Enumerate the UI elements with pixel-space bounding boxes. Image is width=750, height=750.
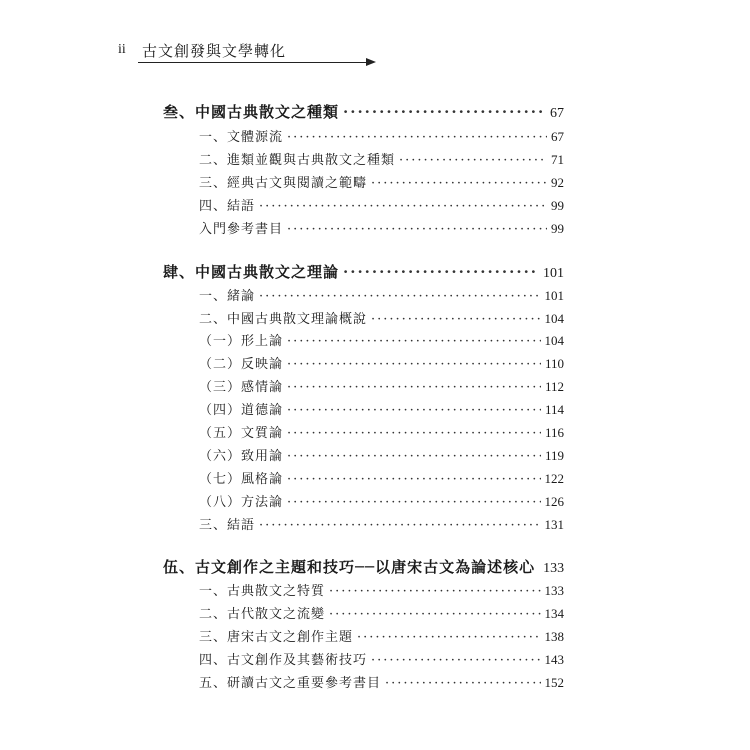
- leader-dots: [287, 472, 540, 487]
- toc-entry-title: 一、古典散文之特質: [199, 584, 326, 599]
- toc-entry-page: 134: [544, 606, 564, 621]
- toc-entry[interactable]: [199, 626, 564, 645]
- toc-entry[interactable]: [199, 672, 564, 691]
- toc-entry[interactable]: [199, 445, 564, 464]
- toc-entry-title: 三、唐宋古文之創作主題: [199, 630, 354, 645]
- leader-dots: [287, 334, 540, 349]
- leader-dots: [329, 607, 540, 622]
- toc-entry-page: 104: [544, 311, 564, 326]
- toc-chapter-3[interactable]: [163, 101, 564, 122]
- leader-dots: [357, 630, 540, 645]
- toc-entry-page: 131: [544, 517, 564, 532]
- toc-entry[interactable]: [199, 580, 564, 599]
- toc-entry[interactable]: [199, 422, 564, 441]
- toc-entry-title: 三、結語: [199, 518, 256, 533]
- toc-entry-title: （四）道德論: [199, 403, 284, 418]
- leader-dots: [287, 403, 541, 418]
- toc-entry-title: 叁、中國古典散文之種類: [163, 103, 340, 121]
- toc-entry-title: （一）形上論: [199, 334, 284, 349]
- toc-entry-title: （三）感情論: [199, 380, 284, 395]
- toc-entry-title: 二、古代散文之流變: [199, 607, 326, 622]
- toc-entry-page: 116: [544, 425, 564, 440]
- leader-dots: [399, 153, 547, 168]
- toc-entry[interactable]: [199, 195, 564, 214]
- leader-dots: [259, 518, 540, 533]
- toc-entry-page: 71: [551, 152, 564, 167]
- leader-dots: [371, 176, 547, 191]
- toc-entry-page: 99: [551, 198, 564, 213]
- toc-entry[interactable]: [199, 126, 564, 145]
- leader-dots: [343, 103, 546, 121]
- toc-entry-page: 143: [544, 652, 564, 667]
- leader-dots: [287, 449, 541, 464]
- toc-entry-title: 入門參考書目: [199, 222, 284, 237]
- leader-dots: [371, 653, 540, 668]
- leader-dots: [287, 426, 541, 441]
- toc-entry-title: 三、經典古文與閱讀之範疇: [199, 176, 368, 191]
- toc-entry-title: 二、進類並觀與古典散文之種類: [199, 153, 396, 168]
- toc-entry[interactable]: [199, 468, 564, 487]
- leader-dots: [385, 676, 540, 691]
- toc-entry-page: 152: [544, 675, 564, 690]
- toc-chapter-4[interactable]: [163, 261, 564, 282]
- toc-entry-page: 67: [550, 106, 564, 121]
- toc-entry-page: 99: [551, 221, 564, 236]
- leader-dots: [343, 263, 539, 281]
- toc-entry-title: （六）致用論: [199, 449, 284, 464]
- toc-entry-page: 133: [544, 583, 564, 598]
- toc-entry[interactable]: [199, 285, 564, 304]
- leader-dots: [287, 130, 547, 145]
- toc-entry[interactable]: [199, 603, 564, 622]
- toc-entry-page: 101: [543, 266, 564, 281]
- toc-entry[interactable]: [199, 149, 564, 168]
- leader-dots: [259, 289, 540, 304]
- toc-entry-title: 二、中國古典散文理論概說: [199, 312, 368, 327]
- page-number: ii: [118, 42, 126, 57]
- toc-entry-page: 133: [543, 561, 565, 576]
- leader-dots: [287, 380, 541, 395]
- toc-entry-title: 一、緒論: [199, 289, 256, 304]
- leader-dots: [329, 584, 540, 599]
- toc-entry-page: 126: [544, 494, 564, 509]
- toc-entry[interactable]: [199, 353, 564, 372]
- toc-entry[interactable]: [199, 649, 564, 668]
- leader-dots: [371, 312, 540, 327]
- toc-entry-page: 138: [544, 629, 564, 644]
- toc-entry[interactable]: [199, 491, 564, 510]
- toc-entry-title: 肆、中國古典散文之理論: [163, 263, 340, 281]
- leader-dots: [287, 222, 547, 237]
- toc-entry-title: 五、研讀古文之重要參考書目: [199, 676, 382, 691]
- toc-entry-page: 114: [544, 402, 564, 417]
- toc-entry-title: 四、古文創作及其藝術技巧: [199, 653, 368, 668]
- toc-entry-title: （八）方法論: [199, 495, 284, 510]
- toc-entry-title: 四、結語: [199, 199, 256, 214]
- toc-entry-title: （五）文質論: [199, 426, 284, 441]
- toc-entry-page: 112: [544, 379, 564, 394]
- book-title: 古文創發與文學轉化: [142, 42, 287, 60]
- leader-dots: [287, 495, 540, 510]
- toc-entry[interactable]: [199, 399, 564, 418]
- toc-entry[interactable]: [199, 218, 564, 237]
- toc-entry[interactable]: [199, 308, 564, 327]
- toc-entry-page: 92: [551, 175, 564, 190]
- toc-entry-page: 101: [544, 288, 564, 303]
- toc-entry-title: 伍、古文創作之主題和技巧──以唐宋古文為論述核心: [163, 558, 536, 576]
- toc-entry[interactable]: [199, 514, 564, 533]
- toc-entry-page: 119: [544, 448, 564, 463]
- toc-entry-page: 110: [544, 356, 564, 371]
- toc-entry[interactable]: [199, 330, 564, 349]
- toc-entry-title: （二）反映論: [199, 357, 284, 372]
- leader-dots: [259, 199, 547, 214]
- toc-entry-page: 122: [544, 471, 564, 486]
- toc-entry-title: （七）風格論: [199, 472, 284, 487]
- toc-chapter-5[interactable]: [163, 556, 564, 577]
- toc-entry[interactable]: [199, 172, 564, 191]
- toc-entry[interactable]: [199, 376, 564, 395]
- toc-entry-title: 一、文體源流: [199, 130, 284, 145]
- leader-dots: [287, 357, 541, 372]
- toc-entry-page: 67: [551, 129, 564, 144]
- toc-entry-page: 104: [544, 333, 564, 348]
